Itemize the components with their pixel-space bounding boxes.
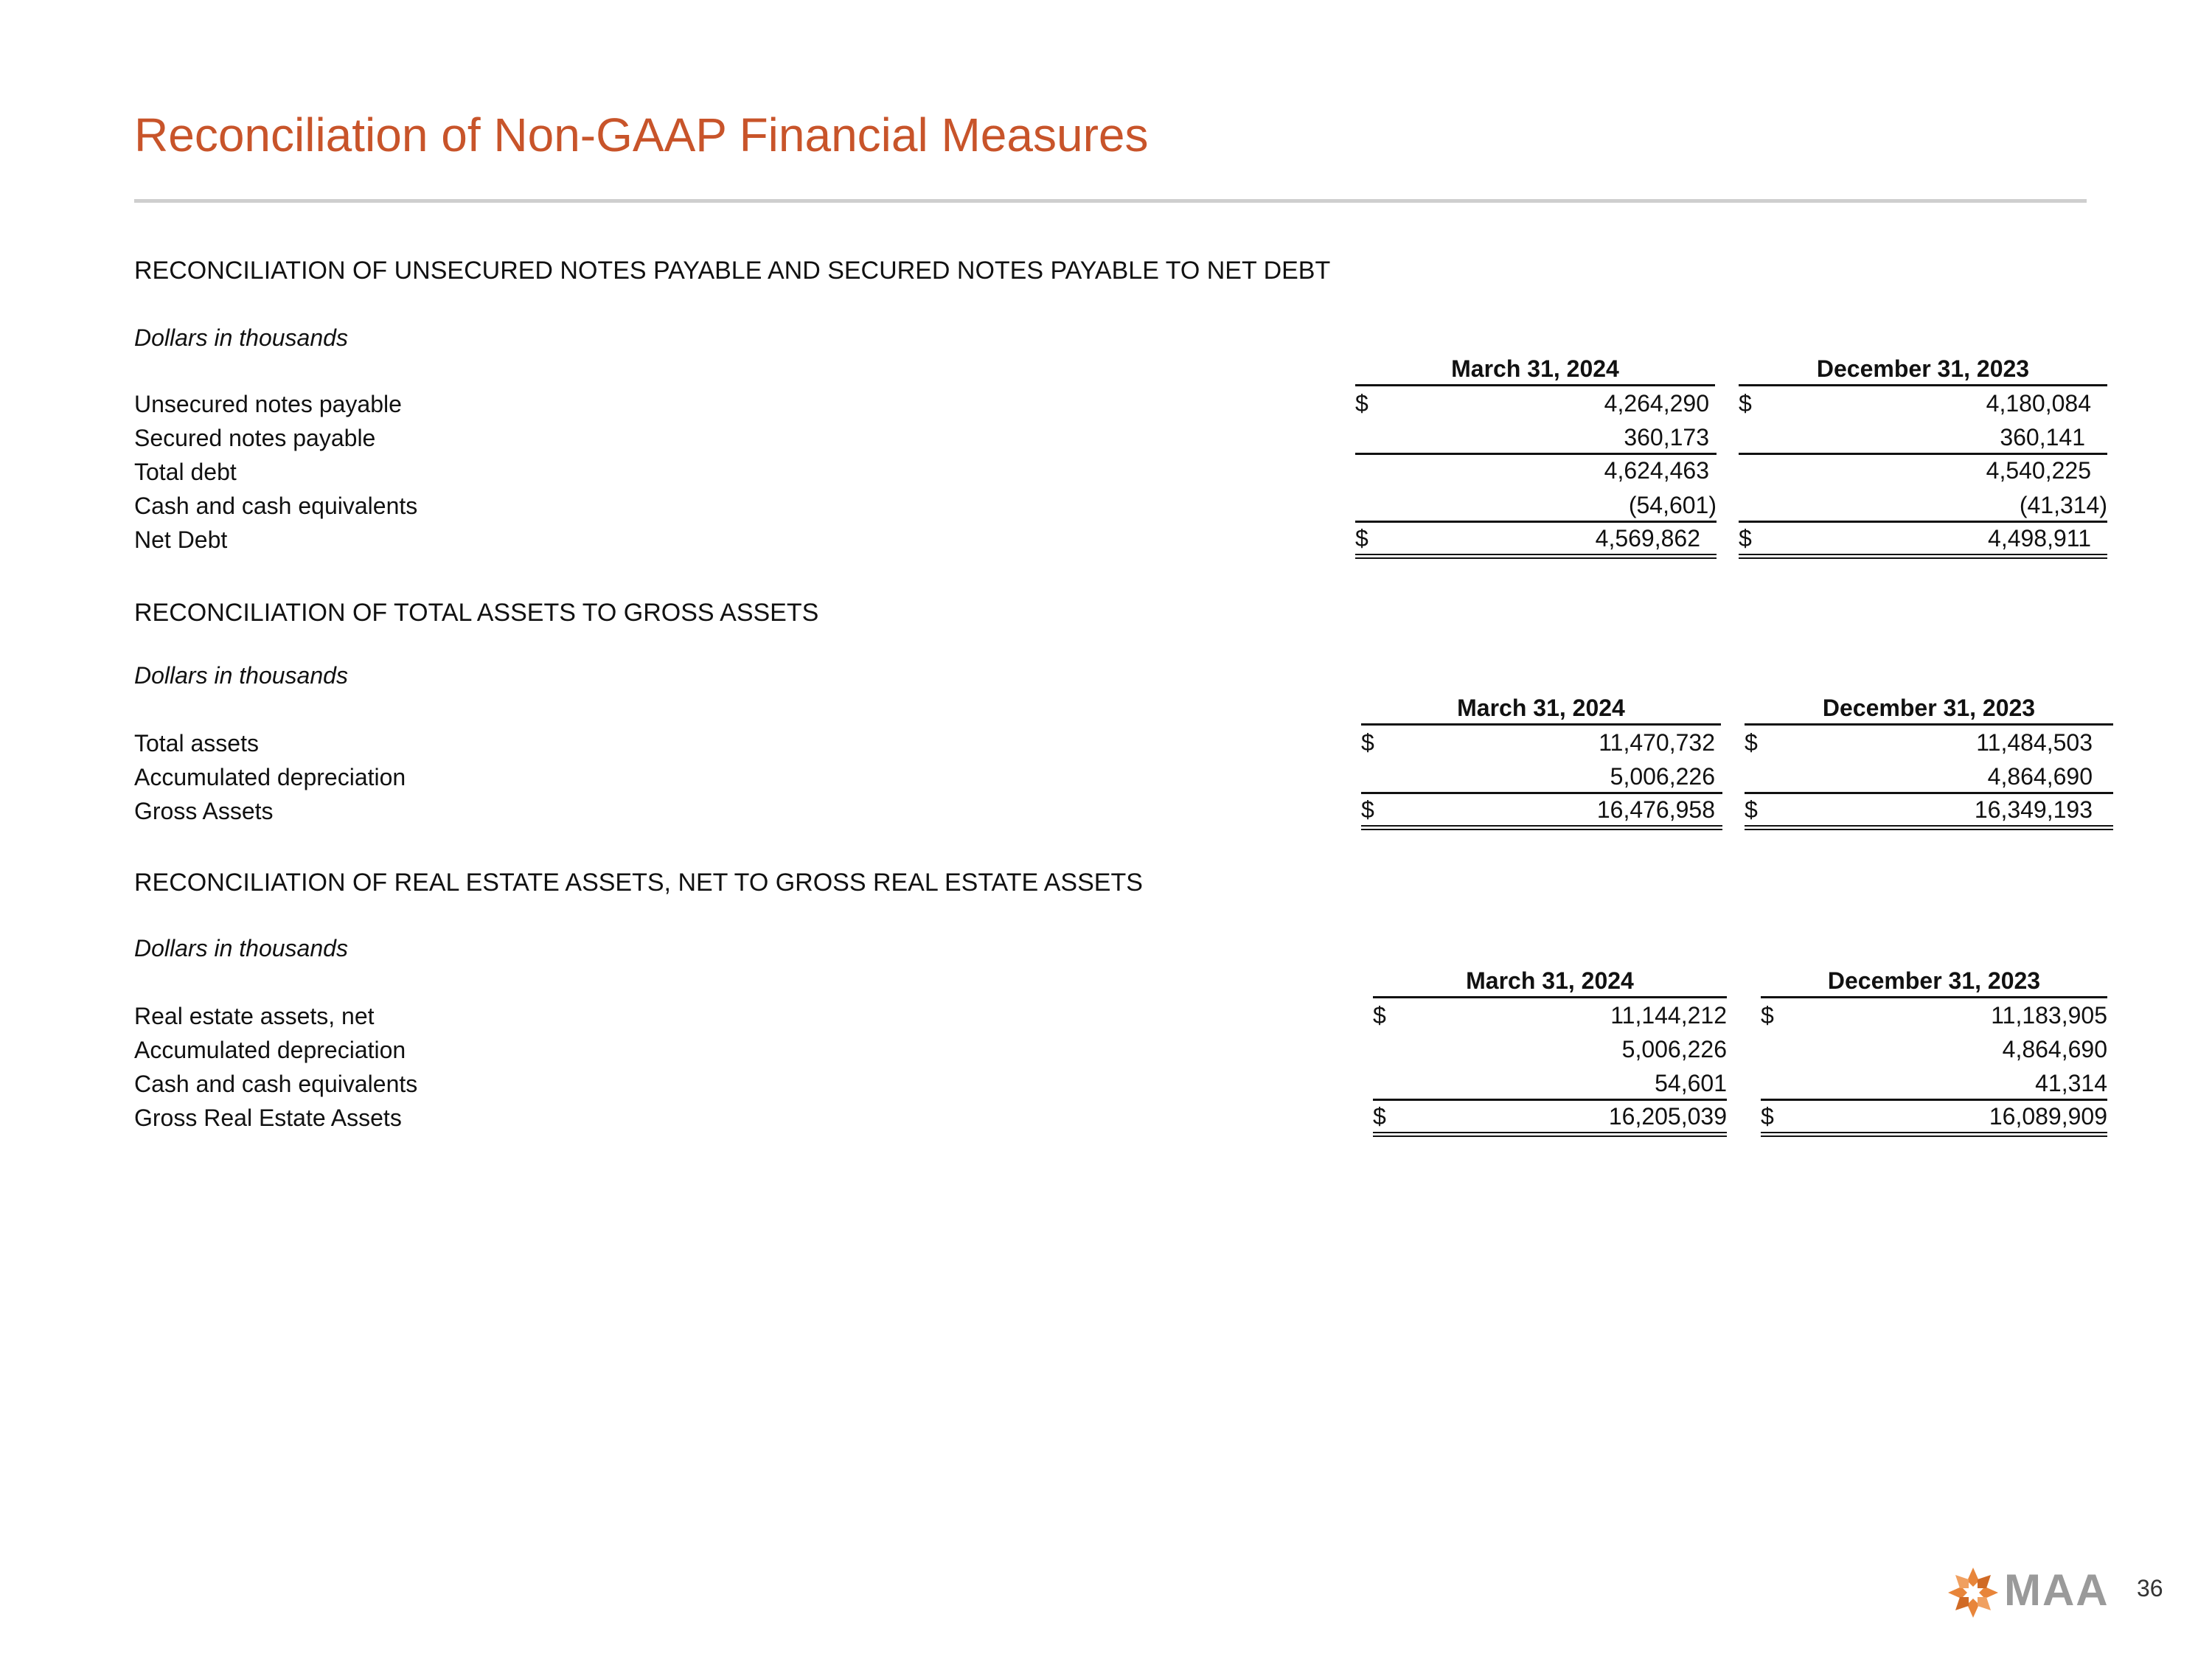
cell-value: 16,089,909 [1989,1103,2107,1130]
value-cell [1739,453,2107,486]
value-cell [1761,1099,2107,1137]
row-label: Gross Real Estate Assets [134,1105,402,1131]
row-label: Total debt [134,459,237,485]
value-cell [1361,727,1715,758]
value-cell [1373,1000,1727,1031]
value-cell [1361,761,1715,792]
column-header: March 31, 2024 [1355,355,1715,386]
logo-text: MAA [2004,1565,2110,1615]
section-heading: RECONCILIATION OF TOTAL ASSETS TO GROSS ASSETS [134,599,819,627]
value-cell [1373,1034,1727,1065]
value-cell [1739,388,2091,419]
section-heading: RECONCILIATION OF REAL ESTATE ASSETS, NET TO GROSS REAL ESTATE ASSETS [134,869,1143,897]
value-cell [1373,1099,1727,1137]
units-label: Dollars in thousands [134,324,348,351]
value-cell [1355,422,1709,453]
currency-symbol: $ [1355,390,1368,417]
column-header: December 31, 2023 [1745,695,2113,726]
cell-value: 54,601 [1655,1070,1727,1096]
value-cell [1355,388,1709,419]
maa-logo [1947,1563,2116,1622]
cell-value: 5,006,226 [1621,1036,1727,1062]
cell-value: 4,864,690 [2002,1036,2107,1062]
units-label: Dollars in thousands [134,935,348,961]
cell-value: 4,264,290 [1604,390,1709,417]
cell-value: 5,006,226 [1610,763,1715,790]
value-cell [1745,792,2113,830]
value-cell [1761,1068,2107,1099]
cell-value: 11,183,905 [1991,1002,2107,1029]
cell-value: 4,624,463 [1604,457,1709,484]
cell-value: 4,540,225 [1986,457,2091,484]
currency-symbol: $ [1739,525,1752,552]
row-label: Unsecured notes payable [134,391,402,417]
column-header: March 31, 2024 [1361,695,1721,726]
column-header: December 31, 2023 [1761,967,2107,998]
page-number: 36 [2137,1575,2163,1601]
row-label: Accumulated depreciation [134,764,406,790]
currency-symbol: $ [1373,1002,1386,1029]
cell-value: 16,205,039 [1608,1103,1727,1130]
currency-symbol: $ [1361,729,1374,756]
units-label: Dollars in thousands [134,662,348,689]
cell-value: 4,864,690 [1987,763,2093,790]
currency-symbol: $ [1745,796,1758,823]
column-header: December 31, 2023 [1739,355,2107,386]
cell-value: 4,569,862 [1595,525,1700,552]
cell-value: (41,314) [2019,492,2107,518]
value-cell [1761,1000,2107,1031]
cell-value: 4,498,911 [1988,525,2091,552]
cell-value: 16,349,193 [1974,796,2093,823]
cell-value: 11,470,732 [1599,729,1715,756]
cell-value: 360,173 [1624,424,1709,451]
row-label: Real estate assets, net [134,1003,375,1029]
cell-value: 16,476,958 [1596,796,1715,823]
row-label: Secured notes payable [134,425,376,451]
value-cell [1761,1034,2107,1065]
cell-value: 41,314 [2035,1070,2107,1096]
cell-value: 11,144,212 [1610,1002,1727,1029]
currency-symbol: $ [1761,1103,1774,1130]
currency-symbol: $ [1745,729,1758,756]
row-label: Accumulated depreciation [134,1037,406,1063]
value-cell [1745,761,2093,792]
currency-symbol: $ [1355,525,1368,552]
value-cell [1355,490,1717,521]
value-cell [1373,1068,1727,1099]
value-cell [1361,792,1722,830]
cell-value: 4,180,084 [1986,390,2091,417]
column-header: March 31, 2024 [1373,967,1727,998]
cell-value: 11,484,503 [1976,729,2093,756]
row-label: Total assets [134,730,259,757]
section-heading: RECONCILIATION OF UNSECURED NOTES PAYABLE AND SECURED NOTES PAYABLE TO NET DEBT [134,257,1331,285]
maa-star-logo-icon [1947,1566,2000,1619]
value-cell [1739,422,2085,453]
row-label: Gross Assets [134,798,274,824]
row-label: Cash and cash equivalents [134,1071,418,1097]
value-cell [1739,521,2107,559]
cell-value: (54,601) [1628,492,1717,518]
currency-symbol: $ [1373,1103,1386,1130]
cell-value: 360,141 [2000,424,2085,451]
value-cell [1739,490,2107,521]
value-cell [1745,727,2093,758]
value-cell [1355,521,1717,559]
title-divider [134,199,2087,203]
row-label: Net Debt [134,526,228,553]
currency-symbol: $ [1361,796,1374,823]
currency-symbol: $ [1761,1002,1774,1029]
currency-symbol: $ [1739,390,1752,417]
page-title: Reconciliation of Non-GAAP Financial Measures [134,108,1149,161]
row-label: Cash and cash equivalents [134,493,418,519]
value-cell [1355,453,1717,486]
